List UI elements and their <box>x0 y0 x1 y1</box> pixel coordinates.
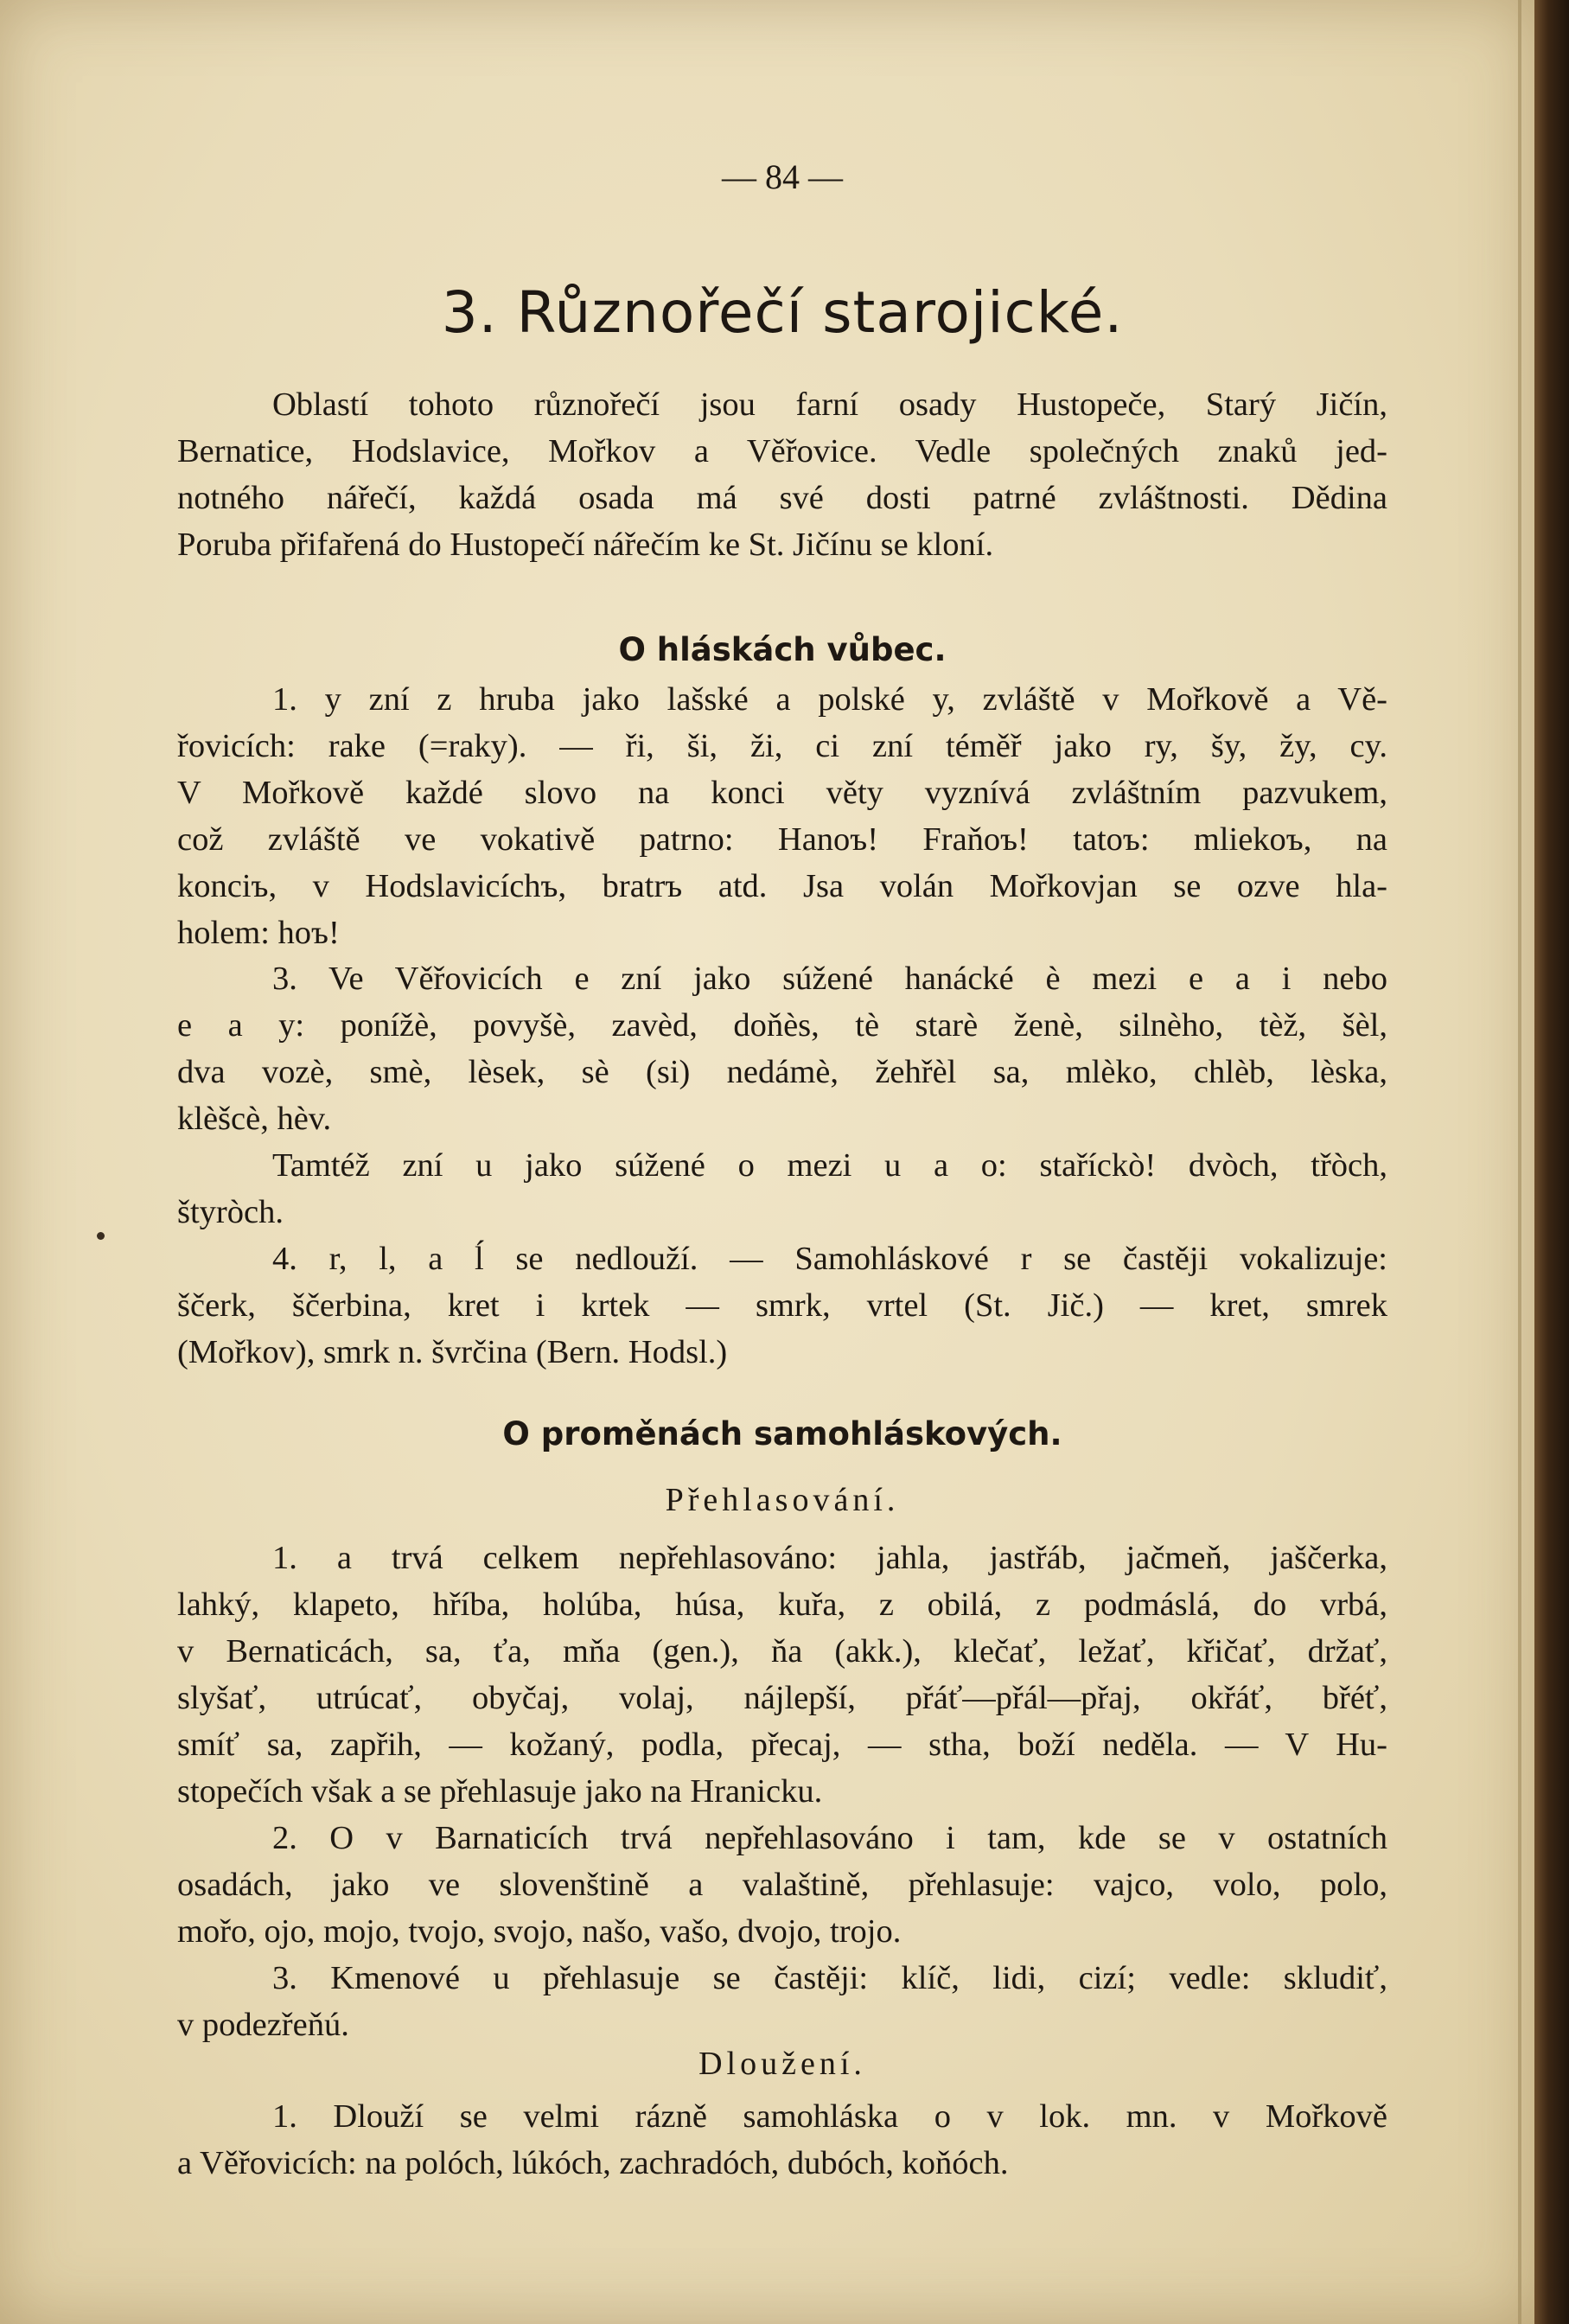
text-line: (Mořkov), smrk n. švrčina (Bern. Hodsl.) <box>177 1334 728 1370</box>
text-line: a Věřovicích: na polóch, lúkóch, zachradóch, dubóch, koňóch. <box>177 2145 1009 2181</box>
subheading-prehlasovani: Přehlasování. <box>665 1482 900 1518</box>
paragraph-tamtez <box>177 1142 1387 1235</box>
text-line: Poruba přifařená do Hustopečí nářečím ke St. Jičínu se kloní. <box>177 527 994 563</box>
heading-promeny: O proměnách samohláskových. <box>502 1415 1062 1452</box>
section-title: 3. Různořečí starojické. <box>441 279 1124 346</box>
text-line: notného nářečí, každá osada má své dosti patrné zvláštnosti. Dědina <box>177 480 1387 516</box>
text-line: slyšať, utrúcať, obyčaj, volaj, nájlepší, přáť—přál—přaj, okřáť, břéť, <box>177 1680 1387 1716</box>
ink-spot <box>97 1232 105 1240</box>
page-number: — 84 — <box>722 157 843 196</box>
subheading-dlouzeni: Dloužení. <box>698 2046 866 2082</box>
book-spine <box>1534 0 1569 2324</box>
text-line: e a y: ponížè, povyšè, zavèd, doňès, tè starè ženè, silnèho, tèž, šèl, <box>177 1007 1387 1044</box>
text-line: holem: hoъ! <box>177 915 340 951</box>
text-line: 1. y zní z hruba jako lašské a polské y, zvláště v Mořkově a Vě- <box>272 681 1387 718</box>
text-line: Oblastí tohoto různořečí jsou farní osady Hustopeče, Starý Jičín, <box>272 386 1387 423</box>
text-line: v Bernaticách, sa, ťa, mňa (gen.), ňa (akk.), klečať, ležať, křičať, držať, <box>177 1633 1387 1670</box>
text-line: mořo, ojo, mojo, tvojo, svojo, našo, vašo, dvojo, trojo. <box>177 1913 902 1950</box>
paragraph-p2 <box>177 1815 1387 1955</box>
paragraph-d1 <box>177 2093 1387 2187</box>
text-line: Bernatice, Hodslavice, Mořkov a Věřovice. Vedle společných znaků jed- <box>177 433 1387 469</box>
text-line: stopečích však a se přehlasuje jako na Hranicku. <box>177 1773 823 1810</box>
text-line: konciъ, v Hodslavicíchъ, bratrъ atd. Jsa volán Mořkovjan se ozve hla- <box>177 868 1387 904</box>
text-line: dva vozè, smè, lèsek, sè (si) nedámè, žehřèl sa, mlèko, chlèb, lèska, <box>177 1054 1387 1090</box>
intro-paragraph <box>177 381 1387 568</box>
paragraph-3 <box>177 955 1387 1142</box>
paragraph-4 <box>177 1235 1387 1376</box>
text-line: 3. Ve Věřovicích e zní jako súžené hanácké è mezi e a i nebo <box>272 961 1387 997</box>
text-line: 1. a trvá celkem nepřehlasováno: jahla, jastřáb, jačmeň, jaščerka, <box>272 1540 1387 1576</box>
text-line: ščerk, ščerbina, kret i krtek — smrk, vrtel (St. Jič.) — kret, smrek <box>177 1287 1387 1324</box>
paragraph-1 <box>177 676 1387 956</box>
paragraph-p3 <box>177 1955 1387 2048</box>
heading-hlasky: O hláskách vůbec. <box>618 631 947 668</box>
text-line: klèšcè, hèv. <box>177 1101 332 1137</box>
page-edge <box>1518 0 1521 2324</box>
paragraph-p1 <box>177 1535 1387 1815</box>
text-line: 4. r, l, a ĺ se nedlouží. — Samohláskové r se častěji vokalizuje: <box>272 1241 1387 1277</box>
text-line: smíť sa, zapřih, — kožaný, podla, přecaj, — stha, boží neděla. — V Hu- <box>177 1727 1387 1763</box>
text-line: 2. O v Barnaticích trvá nepřehlasováno i tam, kde se v ostatních <box>272 1820 1387 1856</box>
text-line: lahký, klapeto, hříba, holúba, húsa, kuřa, z obilá, z podmáslá, do vrbá, <box>177 1587 1387 1623</box>
text-line: štyròch. <box>177 1194 284 1230</box>
text-line: v podezřeňú. <box>177 2007 349 2043</box>
text-line: Tamtéž zní u jako súžené o mezi u a o: staříckò! dvòch, třòch, <box>272 1147 1387 1184</box>
text-line: 3. Kmenové u přehlasuje se častěji: klíč, lidi, cizí; vedle: skludiť, <box>272 1960 1387 1996</box>
text-line: 1. Dlouží se velmi rázně samohláska o v lok. mn. v Mořkově <box>272 2098 1387 2135</box>
text-line: V Mořkově každé slovo na konci věty vyznívá zvláštním pazvukem, <box>177 775 1387 811</box>
text-line: což zvláště ve vokativě patrno: Hanoъ! Fraňoъ! tatoъ: mliekoъ, na <box>177 821 1387 858</box>
text-line: řovicích: rake (=raky). — ři, ši, ži, ci zní téměř jako ry, šy, žy, cy. <box>177 728 1387 764</box>
text-line: osadách, jako ve slovenštině a valaštině, přehlasuje: vajco, volo, polo, <box>177 1867 1387 1903</box>
